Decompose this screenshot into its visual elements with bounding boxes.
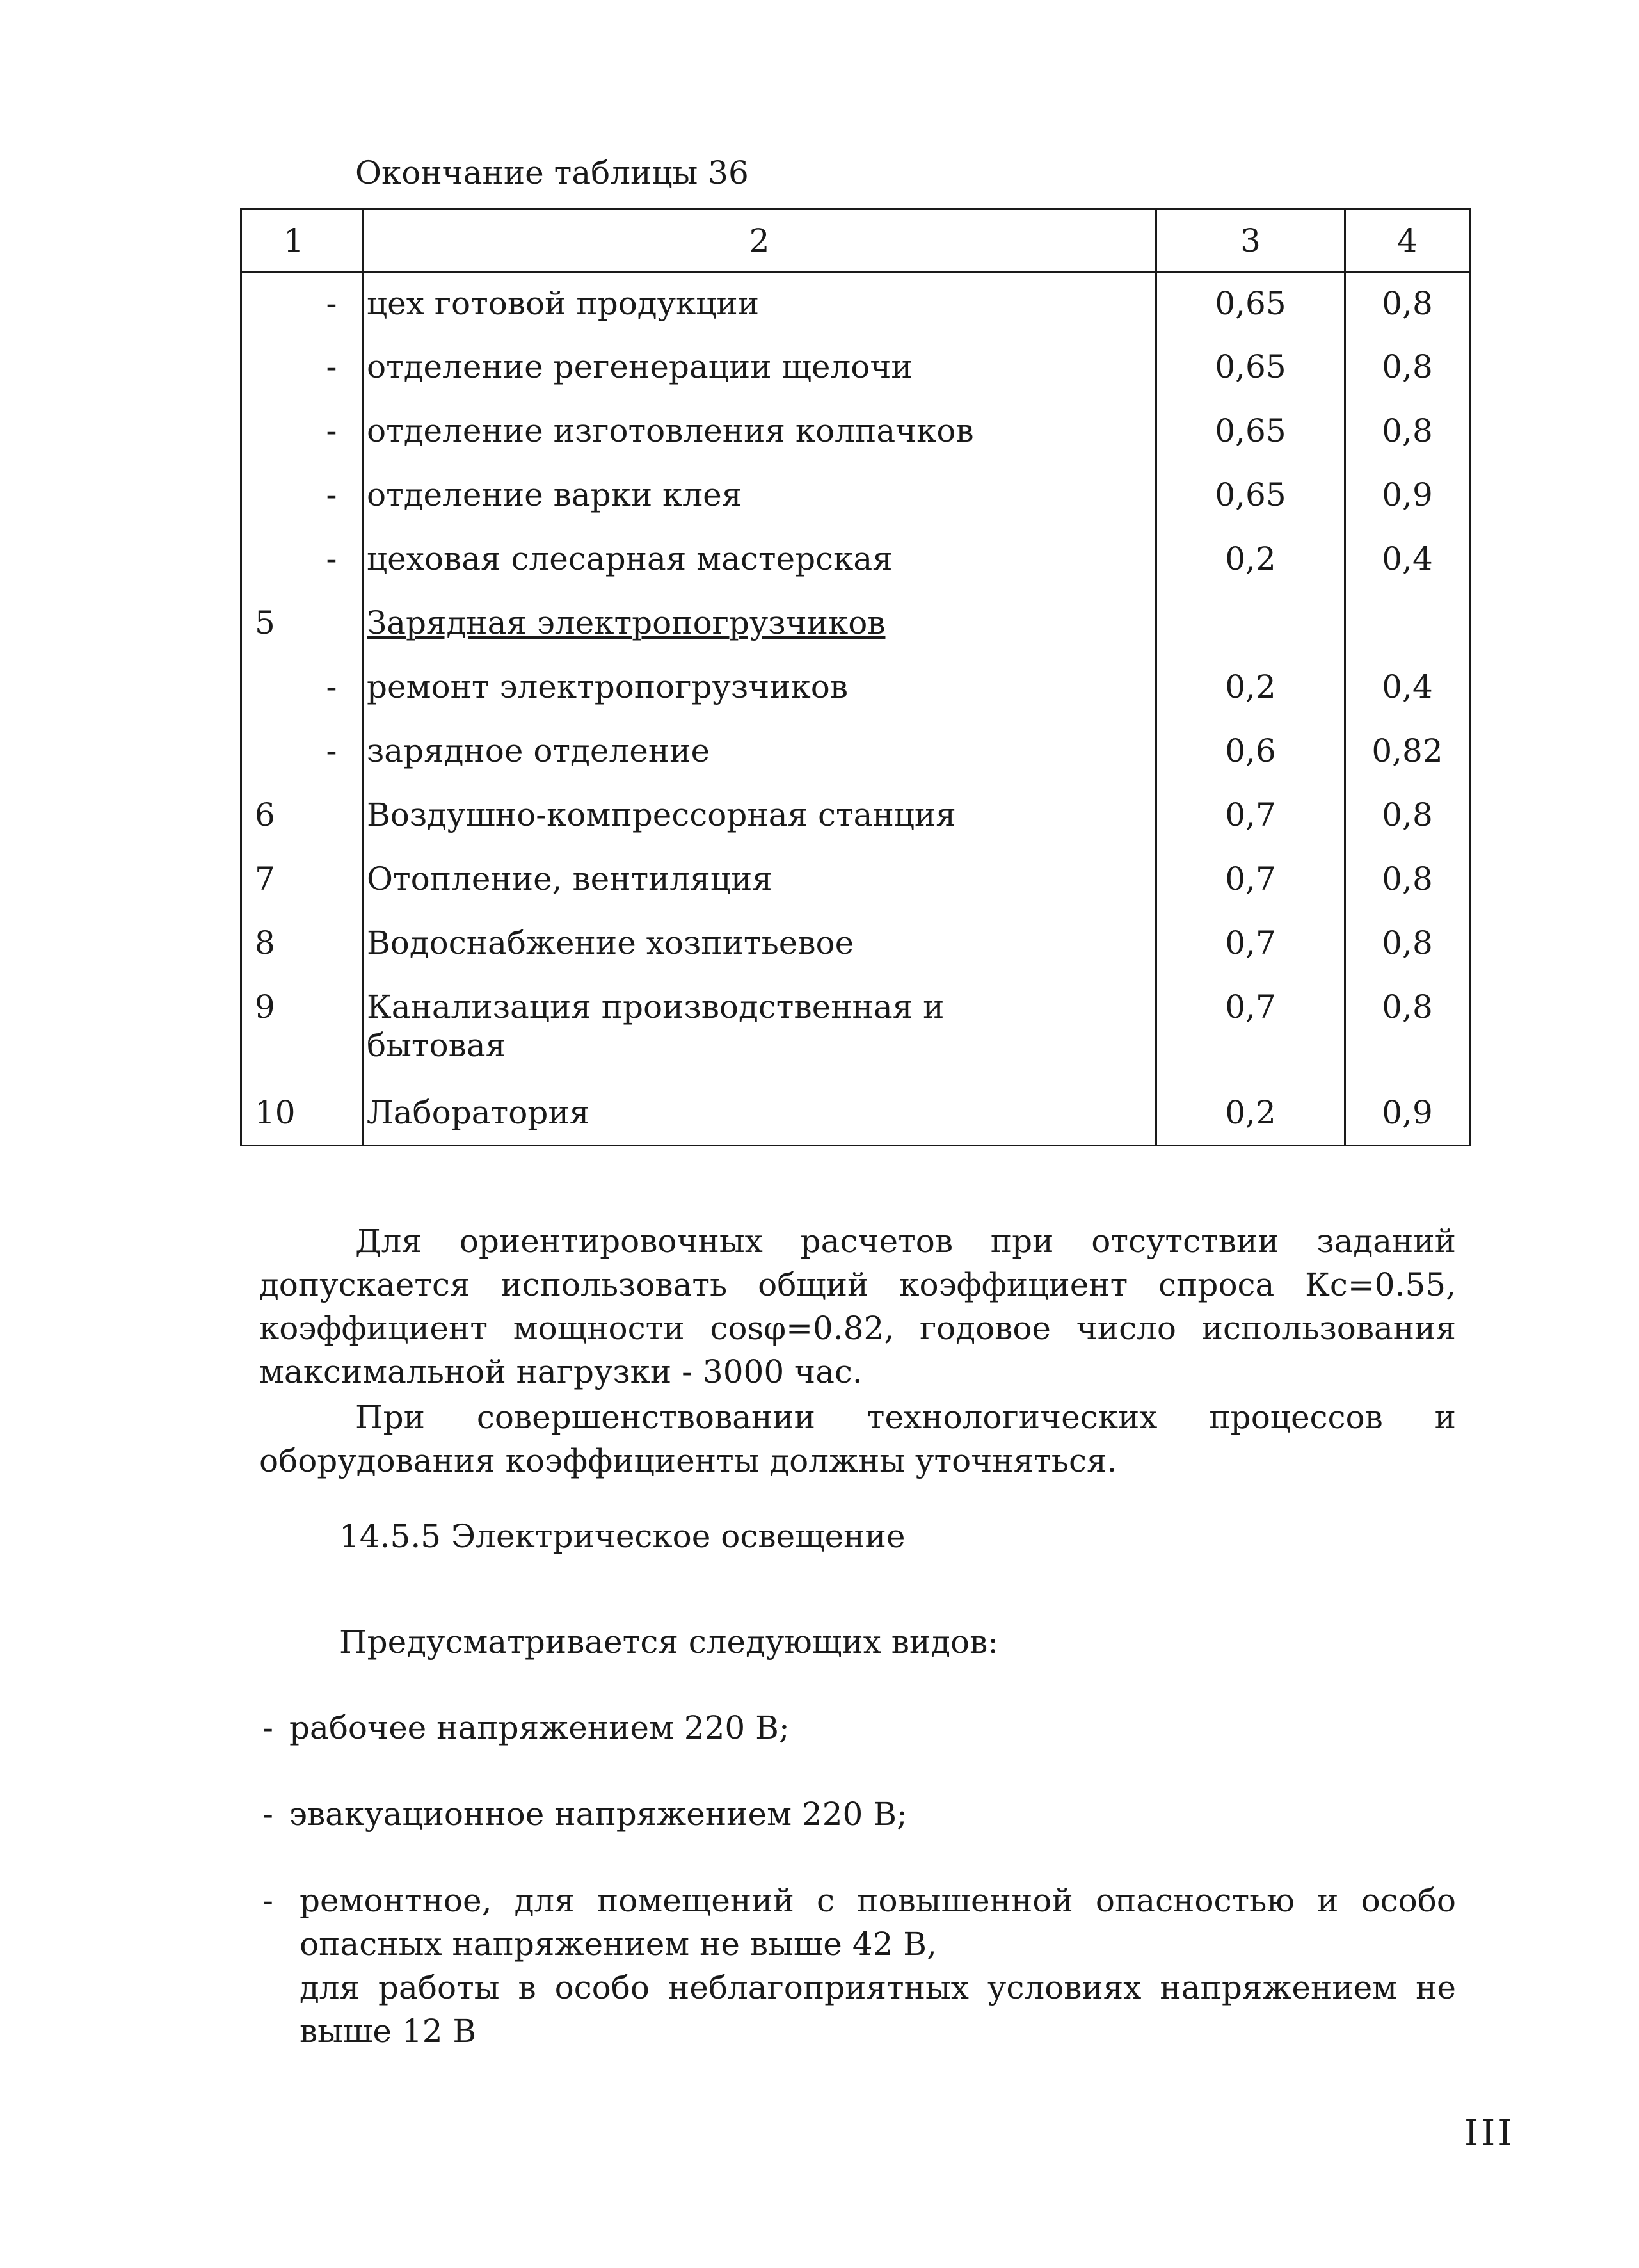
table-row bbox=[241, 976, 1470, 1082]
row-name: цех готовой продукции bbox=[367, 285, 760, 322]
cos-value: 0,4 bbox=[1345, 528, 1470, 592]
row-name: зарядное отделение bbox=[367, 732, 710, 769]
kc-value: 0,65 bbox=[1156, 464, 1345, 528]
row-dash: - bbox=[326, 668, 337, 705]
row-name: Зарядная электропогрузчиков bbox=[367, 604, 886, 641]
column-header: 1 bbox=[241, 209, 363, 272]
row-name-cell bbox=[363, 592, 1156, 656]
list-intro: Предусматривается следующих видов: bbox=[339, 1623, 999, 1661]
row-name-cell bbox=[326, 272, 1156, 336]
row-dash: - bbox=[326, 540, 337, 577]
paragraph-refinement: При совершенствовании технологических процессов и оборудования коэффициенты должны уточняться. bbox=[259, 1399, 1456, 1479]
row-name: цеховая слесарная мастерская bbox=[367, 540, 893, 577]
table-row bbox=[241, 720, 1470, 784]
table-row bbox=[241, 848, 1470, 912]
table-row bbox=[241, 656, 1470, 720]
paragraph-coefficients: Для ориентировочных расчетов при отсутствии заданий допускается использовать общий коэффициент спроса Кс=0.55, коэффициент мощности cosφ=0.82, годовое число использования максимальной нагрузки - 3000 час. bbox=[259, 1223, 1456, 1390]
cos-value: 0,8 bbox=[1345, 784, 1470, 848]
section-heading: 14.5.5 Электрическое освещение bbox=[339, 1518, 906, 1555]
row-name: Канализация производственная и бытовая bbox=[367, 988, 945, 1064]
kc-value: 0,2 bbox=[1156, 1082, 1345, 1146]
list-item-continuation: для работы в особо неблагоприятных условиях напряжением не выше 12 В bbox=[300, 1969, 1456, 2050]
list-item-text: ремонтное, для помещений с повышенной опасностью и особо опасных напряжением не выше 42 В, bbox=[300, 1882, 1456, 1963]
table-header-row bbox=[241, 209, 1470, 272]
row-number: 8 bbox=[241, 912, 363, 976]
cos-value: 0,8 bbox=[1345, 912, 1470, 976]
list-item bbox=[262, 1879, 1456, 2053]
cos-value bbox=[1345, 592, 1470, 656]
table-row bbox=[241, 912, 1470, 976]
table-row bbox=[241, 336, 1470, 400]
kc-value: 0,7 bbox=[1156, 912, 1345, 976]
cos-value: 0,4 bbox=[1345, 656, 1470, 720]
kc-value: 0,65 bbox=[1156, 400, 1345, 464]
cos-value: 0,8 bbox=[1345, 400, 1470, 464]
table-row bbox=[241, 784, 1470, 848]
column-header: 4 bbox=[1345, 209, 1470, 272]
row-name: Отопление, вентиляция bbox=[367, 860, 772, 897]
row-dash: - bbox=[326, 348, 337, 385]
row-dash: - bbox=[326, 412, 337, 449]
cos-value: 0,9 bbox=[1345, 1082, 1470, 1146]
kc-value: 0,7 bbox=[1156, 784, 1345, 848]
cos-value: 0,82 bbox=[1345, 720, 1470, 784]
table-caption: Окончание таблицы 36 bbox=[355, 154, 749, 191]
row-dash: - bbox=[326, 476, 337, 513]
list-item-text: эвакуационное напряжением 220 В; bbox=[289, 1796, 907, 1833]
cos-value: 0,8 bbox=[1345, 848, 1470, 912]
row-name: Лаборатория bbox=[367, 1093, 590, 1131]
list-item-text: рабочее напряжением 220 В; bbox=[289, 1709, 790, 1746]
table-row bbox=[241, 272, 1470, 336]
table-row bbox=[241, 528, 1470, 592]
table-row bbox=[241, 464, 1470, 528]
kc-value: 0,65 bbox=[1156, 336, 1345, 400]
kc-value: 0,6 bbox=[1156, 720, 1345, 784]
coefficients-table bbox=[240, 208, 1471, 1146]
kc-value: 0,7 bbox=[1156, 976, 1345, 1082]
row-dash: - bbox=[326, 285, 337, 322]
table-row bbox=[241, 592, 1470, 656]
row-name-cell bbox=[363, 848, 1156, 912]
row-number: 5 bbox=[241, 592, 363, 656]
row-name-cell bbox=[326, 656, 1156, 720]
kc-value: 0,2 bbox=[1156, 528, 1345, 592]
row-number: 10 bbox=[241, 1082, 363, 1146]
list-marker: - bbox=[262, 1709, 273, 1746]
page-number: III bbox=[1464, 2112, 1515, 2154]
row-name: отделение регенерации щелочи bbox=[367, 348, 913, 385]
kc-value: 0,2 bbox=[1156, 656, 1345, 720]
row-number: 6 bbox=[241, 784, 363, 848]
table-row bbox=[241, 1082, 1470, 1146]
row-name-cell bbox=[363, 912, 1156, 976]
row-name-cell bbox=[326, 336, 1156, 400]
row-name-cell bbox=[363, 1082, 1156, 1146]
list-item bbox=[262, 1792, 1456, 1836]
kc-value bbox=[1156, 592, 1345, 656]
kc-value: 0,7 bbox=[1156, 848, 1345, 912]
list-item bbox=[262, 1706, 1456, 1749]
cos-value: 0,8 bbox=[1345, 272, 1470, 336]
row-name: Водоснабжение хозпитьевое bbox=[367, 924, 854, 961]
row-name-cell bbox=[326, 720, 1156, 784]
row-name: отделение изготовления колпачков bbox=[367, 412, 974, 449]
kc-value: 0,65 bbox=[1156, 272, 1345, 336]
cos-value: 0,9 bbox=[1345, 464, 1470, 528]
table-row bbox=[241, 400, 1470, 464]
row-dash: - bbox=[326, 732, 337, 769]
row-number: 9 bbox=[241, 976, 363, 1082]
list-marker: - bbox=[262, 1882, 273, 1919]
row-name-cell bbox=[326, 464, 1156, 528]
column-header: 3 bbox=[1156, 209, 1345, 272]
cos-value: 0,8 bbox=[1345, 976, 1470, 1082]
row-name-cell bbox=[326, 400, 1156, 464]
row-name: Воздушно-компрессорная станция bbox=[367, 796, 956, 833]
list-marker: - bbox=[262, 1796, 273, 1833]
row-number: 7 bbox=[241, 848, 363, 912]
row-name: ремонт электропогрузчиков bbox=[367, 668, 849, 705]
column-header: 2 bbox=[363, 209, 1156, 272]
row-name-cell bbox=[363, 784, 1156, 848]
row-name: отделение варки клея bbox=[367, 476, 742, 513]
cos-value: 0,8 bbox=[1345, 336, 1470, 400]
row-name-cell bbox=[363, 976, 1156, 1082]
row-name-cell bbox=[326, 528, 1156, 592]
